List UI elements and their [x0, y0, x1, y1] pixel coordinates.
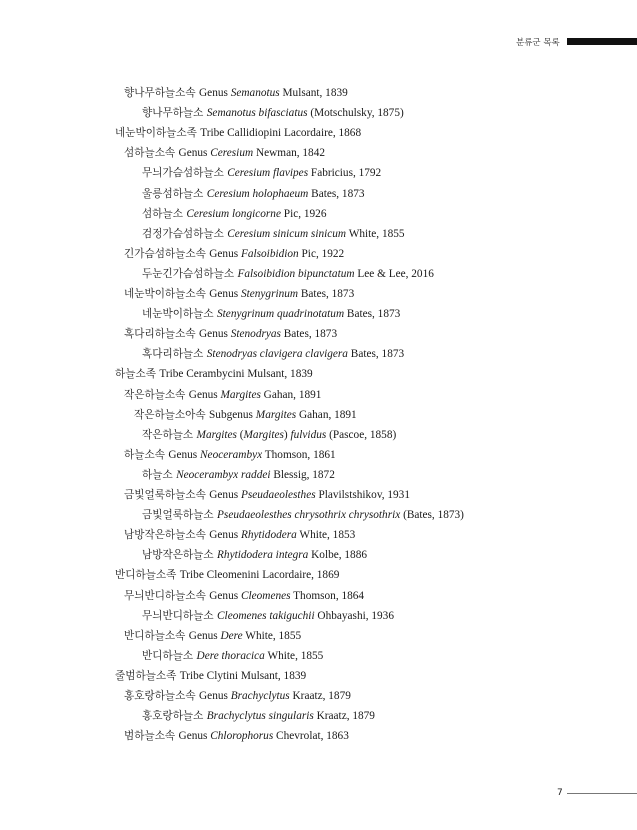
taxon-entry: [124, 448, 336, 462]
scientific-name: Dere: [220, 629, 243, 642]
korean-name: 남방작은하늘소: [142, 549, 218, 562]
korean-name: 하늘소족: [115, 368, 160, 381]
korean-name: 반디하늘소속: [124, 629, 189, 642]
korean-name: 범하늘소속: [124, 730, 179, 743]
taxon-text: Mulsant, 1839: [279, 87, 348, 99]
taxon-entry: [134, 408, 357, 422]
korean-name: 작은하늘소속: [124, 388, 189, 401]
taxon-text: Bates, 1873: [280, 328, 338, 341]
taxon-text: Tribe Cleomenini Lacordaire, 1869: [179, 569, 340, 582]
korean-name: 검정가슴섬하늘소: [142, 227, 228, 240]
taxon-text: Pic, 1926: [280, 207, 327, 220]
taxon-entry: [124, 629, 301, 643]
taxon-text: Genus: [199, 328, 231, 341]
scientific-name: Ceresium flavipes: [227, 167, 309, 180]
scientific-name: Neocerambyx raddei: [176, 468, 271, 481]
taxon-text: Plavilstshikov, 1931: [315, 489, 410, 501]
scientific-name: Chlorophorus: [210, 730, 274, 743]
taxon-text: Ohbayashi, 1936: [314, 609, 394, 622]
taxon-entry: [142, 227, 405, 241]
korean-name: 네눈박이하늘소속: [124, 288, 210, 300]
scientific-name: Ceresium: [210, 147, 254, 160]
scientific-name: Stenodryas: [230, 328, 281, 341]
korean-name: 작은하늘소: [142, 428, 197, 441]
taxon-text: (Motschulsky, 1875): [307, 107, 404, 120]
taxon-text: Bates, 1873: [298, 288, 355, 300]
korean-name: 반디하늘소: [142, 649, 197, 662]
taxon-entry: [124, 589, 364, 603]
taxon-text: Thomson, 1864: [290, 589, 365, 602]
taxon-entry: [142, 468, 335, 482]
page-number: 7: [557, 788, 563, 798]
taxon-text: Gahan, 1891: [296, 408, 357, 421]
taxon-text: (: [236, 428, 244, 441]
korean-name: 네눈박이하늘소족: [115, 127, 201, 140]
korean-name: 긴가슴섬하늘소속: [124, 247, 210, 260]
taxon-entry: [124, 488, 410, 502]
scientific-name: Ceresium longicorne: [186, 207, 281, 220]
taxon-entry: [124, 388, 321, 402]
taxon-text: (Bates, 1873): [400, 509, 464, 522]
scientific-name: Stenodryas clavigera clavigera: [206, 348, 348, 361]
korean-name: 하늘소속: [124, 448, 169, 461]
taxon-text: Genus: [188, 388, 221, 401]
taxon-text: Kolbe, 1886: [308, 549, 368, 562]
taxon-entry: [142, 187, 365, 201]
taxon-entry: [115, 568, 339, 582]
scientific-name: Pseudaeolesthes: [240, 489, 316, 501]
taxon-text: Genus: [178, 730, 211, 743]
taxon-text: Genus: [209, 489, 241, 501]
scientific-name: Dere thoracica: [196, 649, 265, 662]
taxon-text: Subgenus: [209, 408, 256, 421]
taxon-entry: [142, 106, 404, 120]
taxon-text: Genus: [209, 288, 241, 300]
scientific-name: Margites: [220, 388, 261, 401]
taxon-text: Genus: [199, 87, 231, 99]
taxon-text: Genus: [178, 147, 211, 160]
taxon-text: Pic, 1922: [298, 247, 345, 260]
running-header-label: 분류군 목록: [516, 38, 560, 48]
taxon-entry: [142, 649, 323, 663]
taxon-text: Kraatz, 1879: [313, 710, 375, 723]
scientific-name: Rhytidodera integra: [217, 549, 309, 562]
scientific-name: Rhytidodera: [240, 529, 297, 542]
korean-name: 금빛얼룩하늘소속: [124, 489, 210, 501]
scientific-name: Stenygrinum quadrinotatum: [217, 308, 345, 321]
taxon-text: Chevrolat, 1863: [273, 730, 349, 743]
taxon-text: Genus: [168, 448, 201, 461]
taxon-entry: [115, 669, 306, 683]
scientific-name: Brachyclytus singularis: [206, 710, 314, 723]
taxon-entry: [124, 729, 349, 743]
taxon-text: (Pascoe, 1858): [326, 428, 397, 441]
taxon-entry: [124, 86, 348, 100]
korean-name: 향나무하늘소속: [124, 87, 200, 99]
scientific-name: Ceresium holophaeum: [206, 187, 309, 200]
taxon-entry: [124, 528, 355, 542]
taxon-text: Newman, 1842: [253, 147, 325, 160]
taxon-text: Genus: [209, 529, 241, 542]
taxon-text: White, 1855: [346, 227, 405, 240]
korean-name: 무늬반디하늘소속: [124, 589, 210, 602]
korean-name: 반디하늘소족: [115, 569, 180, 582]
taxon-text: Tribe Callidiopini Lacordaire, 1868: [200, 127, 362, 140]
taxon-text: ): [283, 428, 291, 441]
taxon-text: Tribe Clytini Mulsant, 1839: [179, 669, 307, 682]
taxon-entry: [142, 508, 464, 522]
running-header-bar: [567, 38, 637, 45]
taxon-entry: [142, 207, 326, 221]
taxon-text: Genus: [199, 690, 231, 702]
scientific-name: Margites: [196, 428, 237, 441]
scientific-name: Brachyclytus: [230, 690, 290, 702]
taxon-text: White, 1853: [296, 529, 356, 542]
taxon-text: Bates, 1873: [344, 308, 401, 321]
scientific-name: Falsoibidion: [240, 247, 299, 260]
scientific-name: Pseudaeolesthes chrysothrix chrysothrix: [217, 509, 401, 522]
scientific-name: Semanotus bifasciatus: [206, 107, 308, 120]
korean-name: 섬하늘소: [142, 207, 187, 220]
taxon-entry: [124, 146, 325, 160]
korean-name: 두눈긴가슴섬하늘소: [142, 267, 238, 280]
korean-name: 홍호랑하늘소속: [124, 690, 200, 702]
taxon-text: Tribe Cerambycini Mulsant, 1839: [159, 368, 313, 381]
taxon-text: Bates, 1873: [347, 348, 405, 361]
taxon-text: Genus: [188, 629, 221, 642]
korean-name: 네눈박이하늘소: [142, 308, 218, 321]
taxon-text: Fabricius, 1792: [308, 167, 382, 180]
taxon-text: Genus: [209, 589, 241, 602]
taxon-text: Bates, 1873: [308, 187, 365, 200]
taxon-entry: [142, 548, 367, 562]
taxon-entry: [124, 287, 354, 301]
taxon-entry: [115, 367, 313, 381]
taxon-text: Lee & Lee, 2016: [354, 267, 434, 280]
taxon-text: White, 1855: [242, 629, 302, 642]
taxon-text: Thomson, 1861: [262, 448, 336, 461]
taxon-entry: [124, 247, 344, 261]
taxon-entry: [115, 126, 361, 140]
scientific-name: Falsoibidion bipunctatum: [237, 267, 355, 280]
taxon-text: White, 1855: [264, 649, 324, 662]
taxon-entry: [142, 267, 434, 281]
scientific-name: Margites: [255, 408, 297, 421]
scientific-name: Cleomenes takiguchii: [217, 609, 315, 622]
korean-name: 하늘소: [142, 468, 177, 481]
taxon-text: Blessig, 1872: [270, 468, 335, 481]
korean-name: 향나무하늘소: [142, 107, 207, 120]
korean-name: 남방작은하늘소속: [124, 529, 210, 542]
taxon-entry: [142, 428, 396, 442]
footer-rule: [567, 793, 637, 794]
taxon-entry: [124, 327, 337, 341]
taxon-entry: [142, 307, 400, 321]
korean-name: 작은하늘소아속: [134, 408, 210, 421]
taxon-entry: [142, 709, 375, 723]
scientific-name: Margites: [243, 428, 284, 441]
taxon-text: Kraatz, 1879: [289, 690, 351, 702]
korean-name: 무늬반디하늘소: [142, 609, 218, 622]
scientific-name: Neocerambyx: [200, 448, 263, 461]
korean-name: 울릉섬하늘소: [142, 187, 207, 200]
taxon-entry: [142, 347, 404, 361]
scientific-name: Ceresium sinicum sinicum: [227, 227, 347, 240]
korean-name: 혹다리하늘소: [142, 348, 207, 361]
korean-name: 줄범하늘소족: [115, 669, 180, 682]
korean-name: 금빛얼룩하늘소: [142, 509, 218, 522]
korean-name: 혹다리하늘소속: [124, 328, 200, 341]
scientific-name: Semanotus: [230, 87, 280, 99]
scientific-name: Cleomenes: [240, 589, 291, 602]
korean-name: 홍호랑하늘소: [142, 710, 207, 723]
taxon-text: Gahan, 1891: [260, 388, 322, 401]
scientific-name: fulvidus: [290, 428, 327, 441]
korean-name: 섬하늘소속: [124, 147, 179, 160]
taxon-entry: [142, 609, 394, 623]
scientific-name: Stenygrinum: [240, 288, 299, 300]
taxon-entry: [124, 689, 351, 703]
korean-name: 무늬가슴섬하늘소: [142, 167, 228, 180]
taxon-entry: [142, 166, 381, 180]
taxon-text: Genus: [209, 247, 241, 260]
